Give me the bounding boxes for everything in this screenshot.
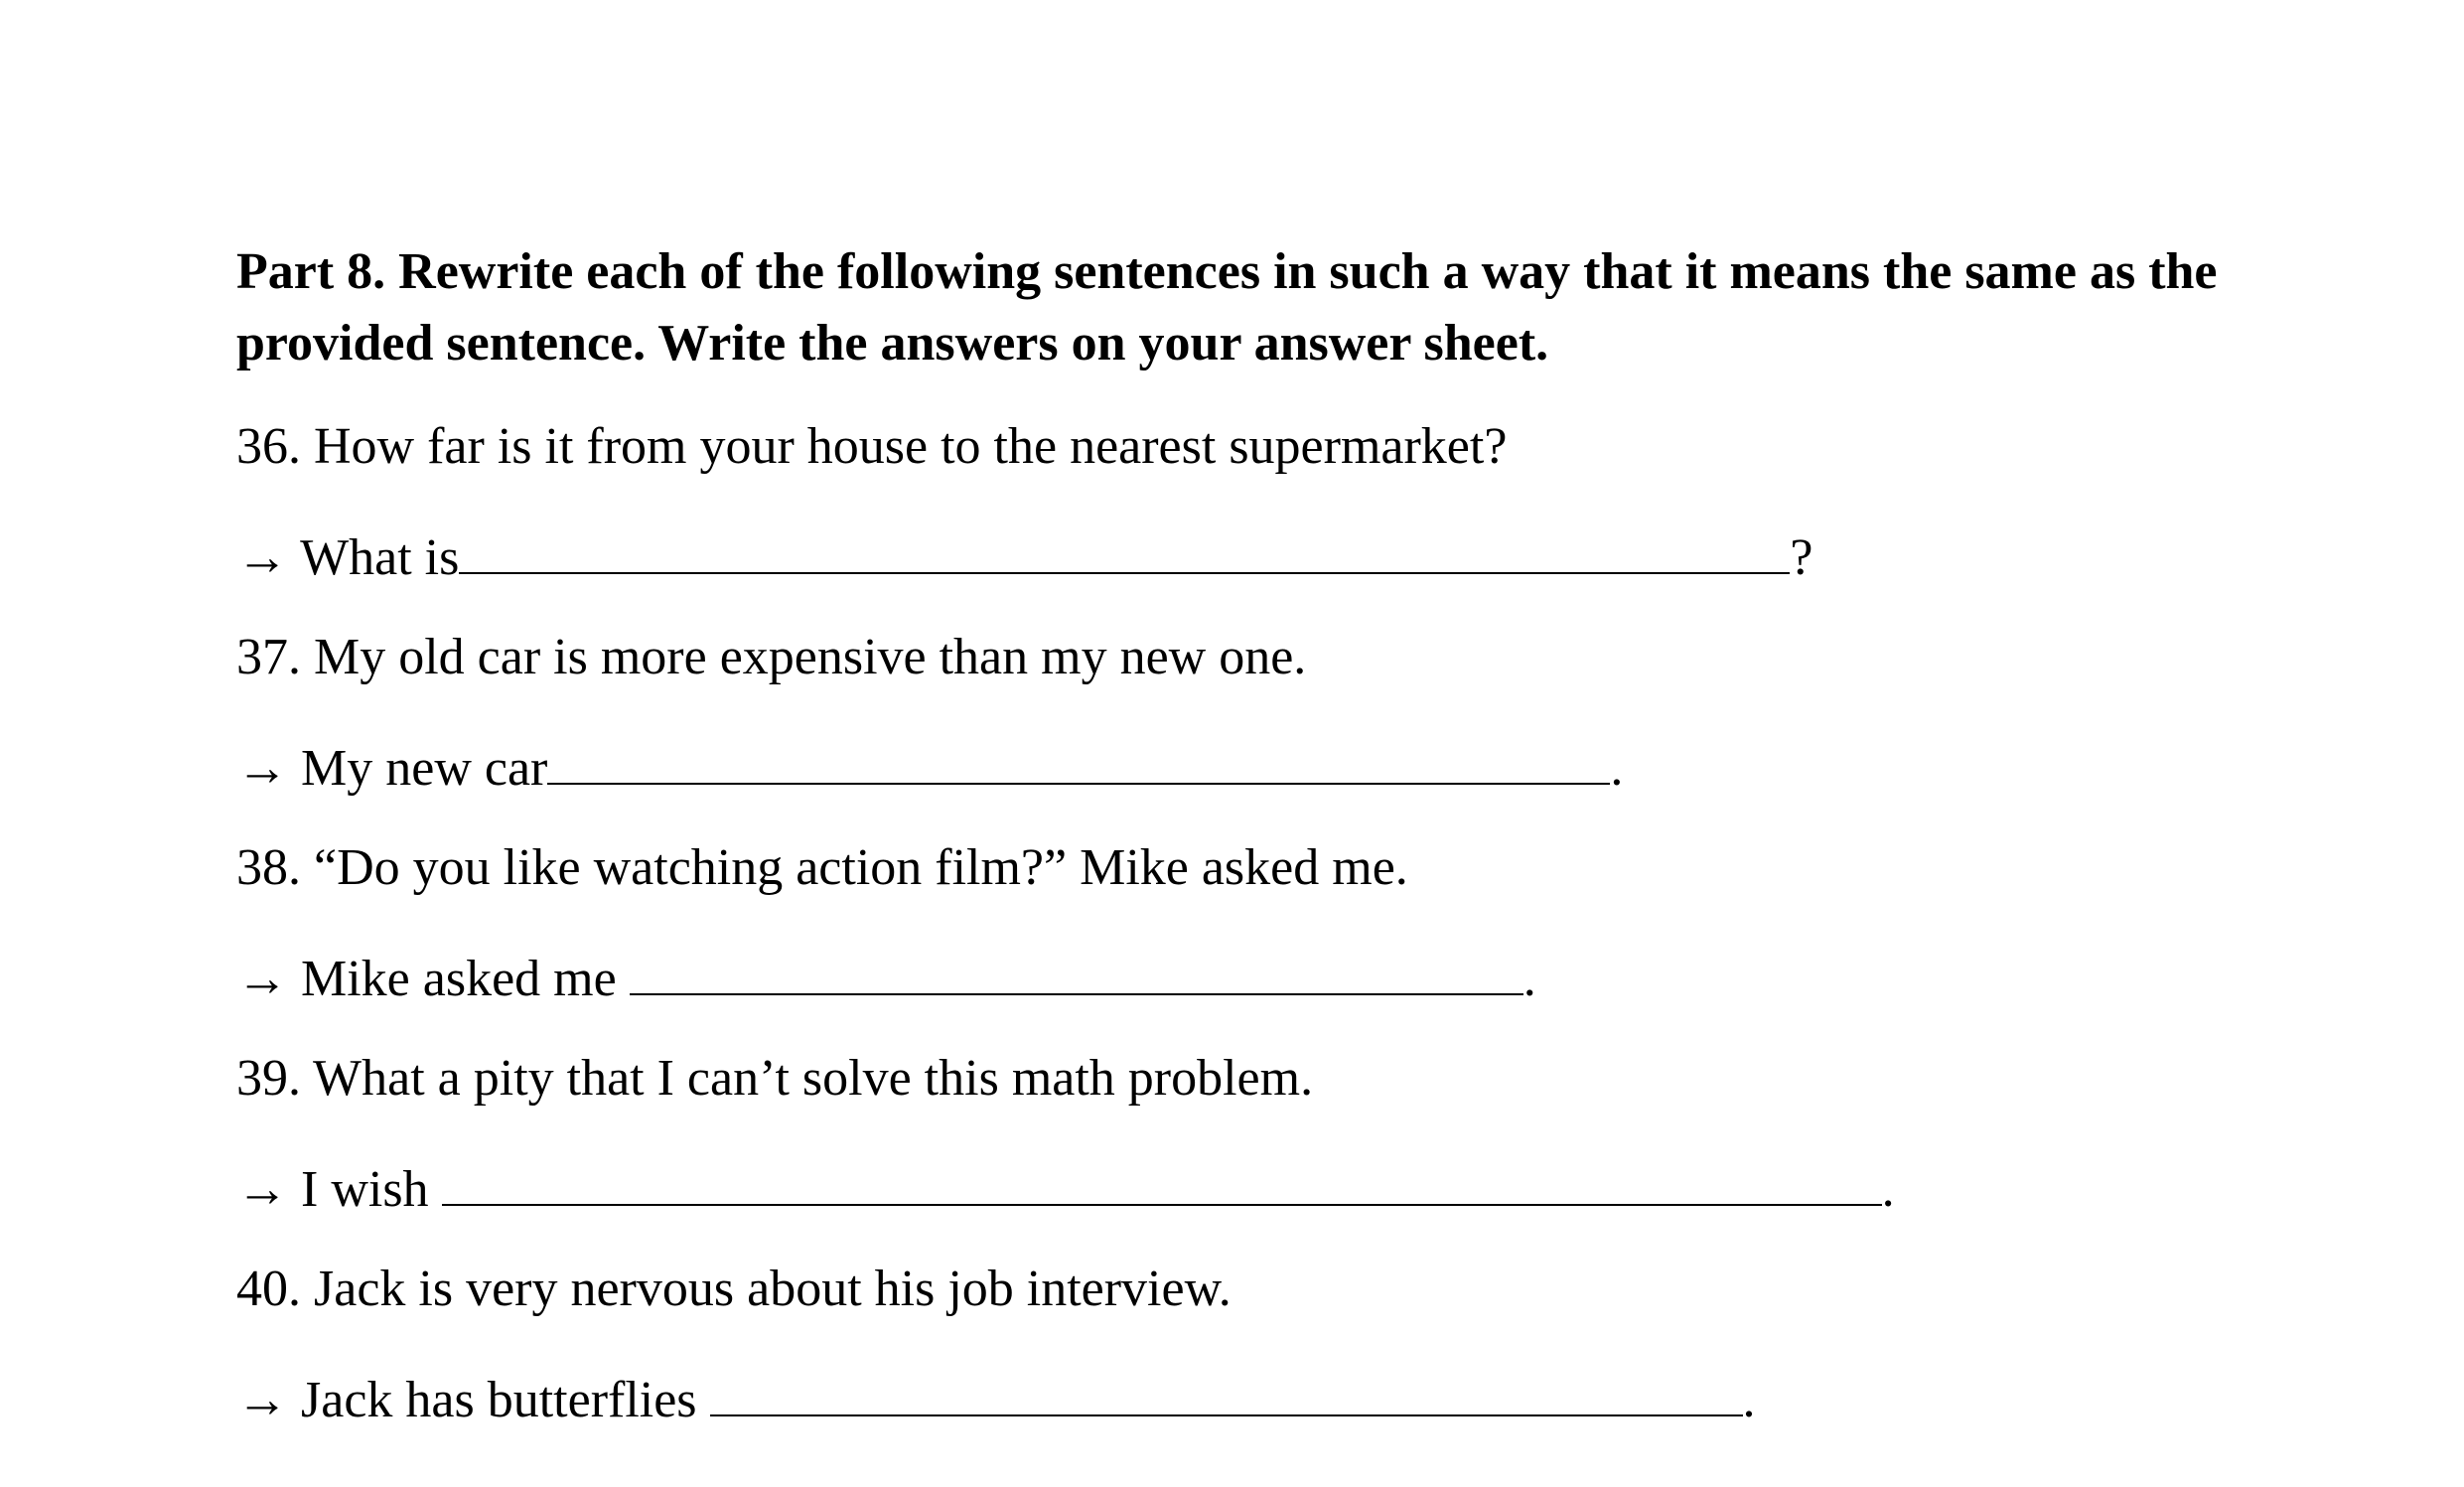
question-40-prompt: Jack has butterflies (301, 1372, 710, 1428)
arrow-icon: → (236, 1372, 288, 1428)
question-38-answer-line (236, 938, 1536, 1015)
question-37-blank[interactable] (547, 727, 1610, 785)
question-40-end-punct: . (1742, 1372, 1756, 1428)
question-39-blank[interactable] (442, 1148, 1882, 1206)
arrow-icon: → (236, 951, 288, 1007)
arrow-icon: → (236, 740, 288, 797)
question-39-answer-line (236, 1148, 1895, 1226)
part-instruction: Part 8. Rewrite each of the following sentences in such a way that it means the same as the provided sentence. Write the answers on your answer sheet. (236, 243, 2218, 372)
question-38-sentence: 38. “Do you like watching action film?” Mike asked me. (236, 839, 1408, 896)
question-36-end-punct: ? (1790, 529, 1813, 586)
question-36-sentence: 36. How far is it from your house to the nearest supermarket? (236, 418, 1508, 475)
question-38-prompt: Mike asked me (301, 951, 630, 1007)
question-37-prompt: My new car (301, 740, 548, 797)
question-38-blank[interactable] (630, 938, 1523, 995)
question-36-prompt: What is (300, 529, 460, 586)
question-39-prompt: I wish (301, 1161, 442, 1218)
question-39-end-punct: . (1881, 1161, 1895, 1218)
question-39-sentence: 39. What a pity that I can’t solve this math problem. (236, 1050, 1314, 1107)
question-40-answer-line (236, 1359, 1756, 1436)
question-37-answer-line (236, 727, 1623, 805)
question-36-answer-line (236, 517, 1812, 594)
question-37-sentence: 37. My old car is more expensive than my new one. (236, 629, 1307, 685)
question-40-sentence: 40. Jack is very nervous about his job interview. (236, 1261, 1232, 1317)
question-36-blank[interactable] (459, 517, 1790, 574)
arrow-icon: → (236, 529, 288, 586)
question-38-end-punct: . (1522, 951, 1536, 1007)
arrow-icon: → (236, 1161, 288, 1218)
question-40-blank[interactable] (710, 1359, 1743, 1416)
question-37-end-punct: . (1610, 740, 1624, 797)
